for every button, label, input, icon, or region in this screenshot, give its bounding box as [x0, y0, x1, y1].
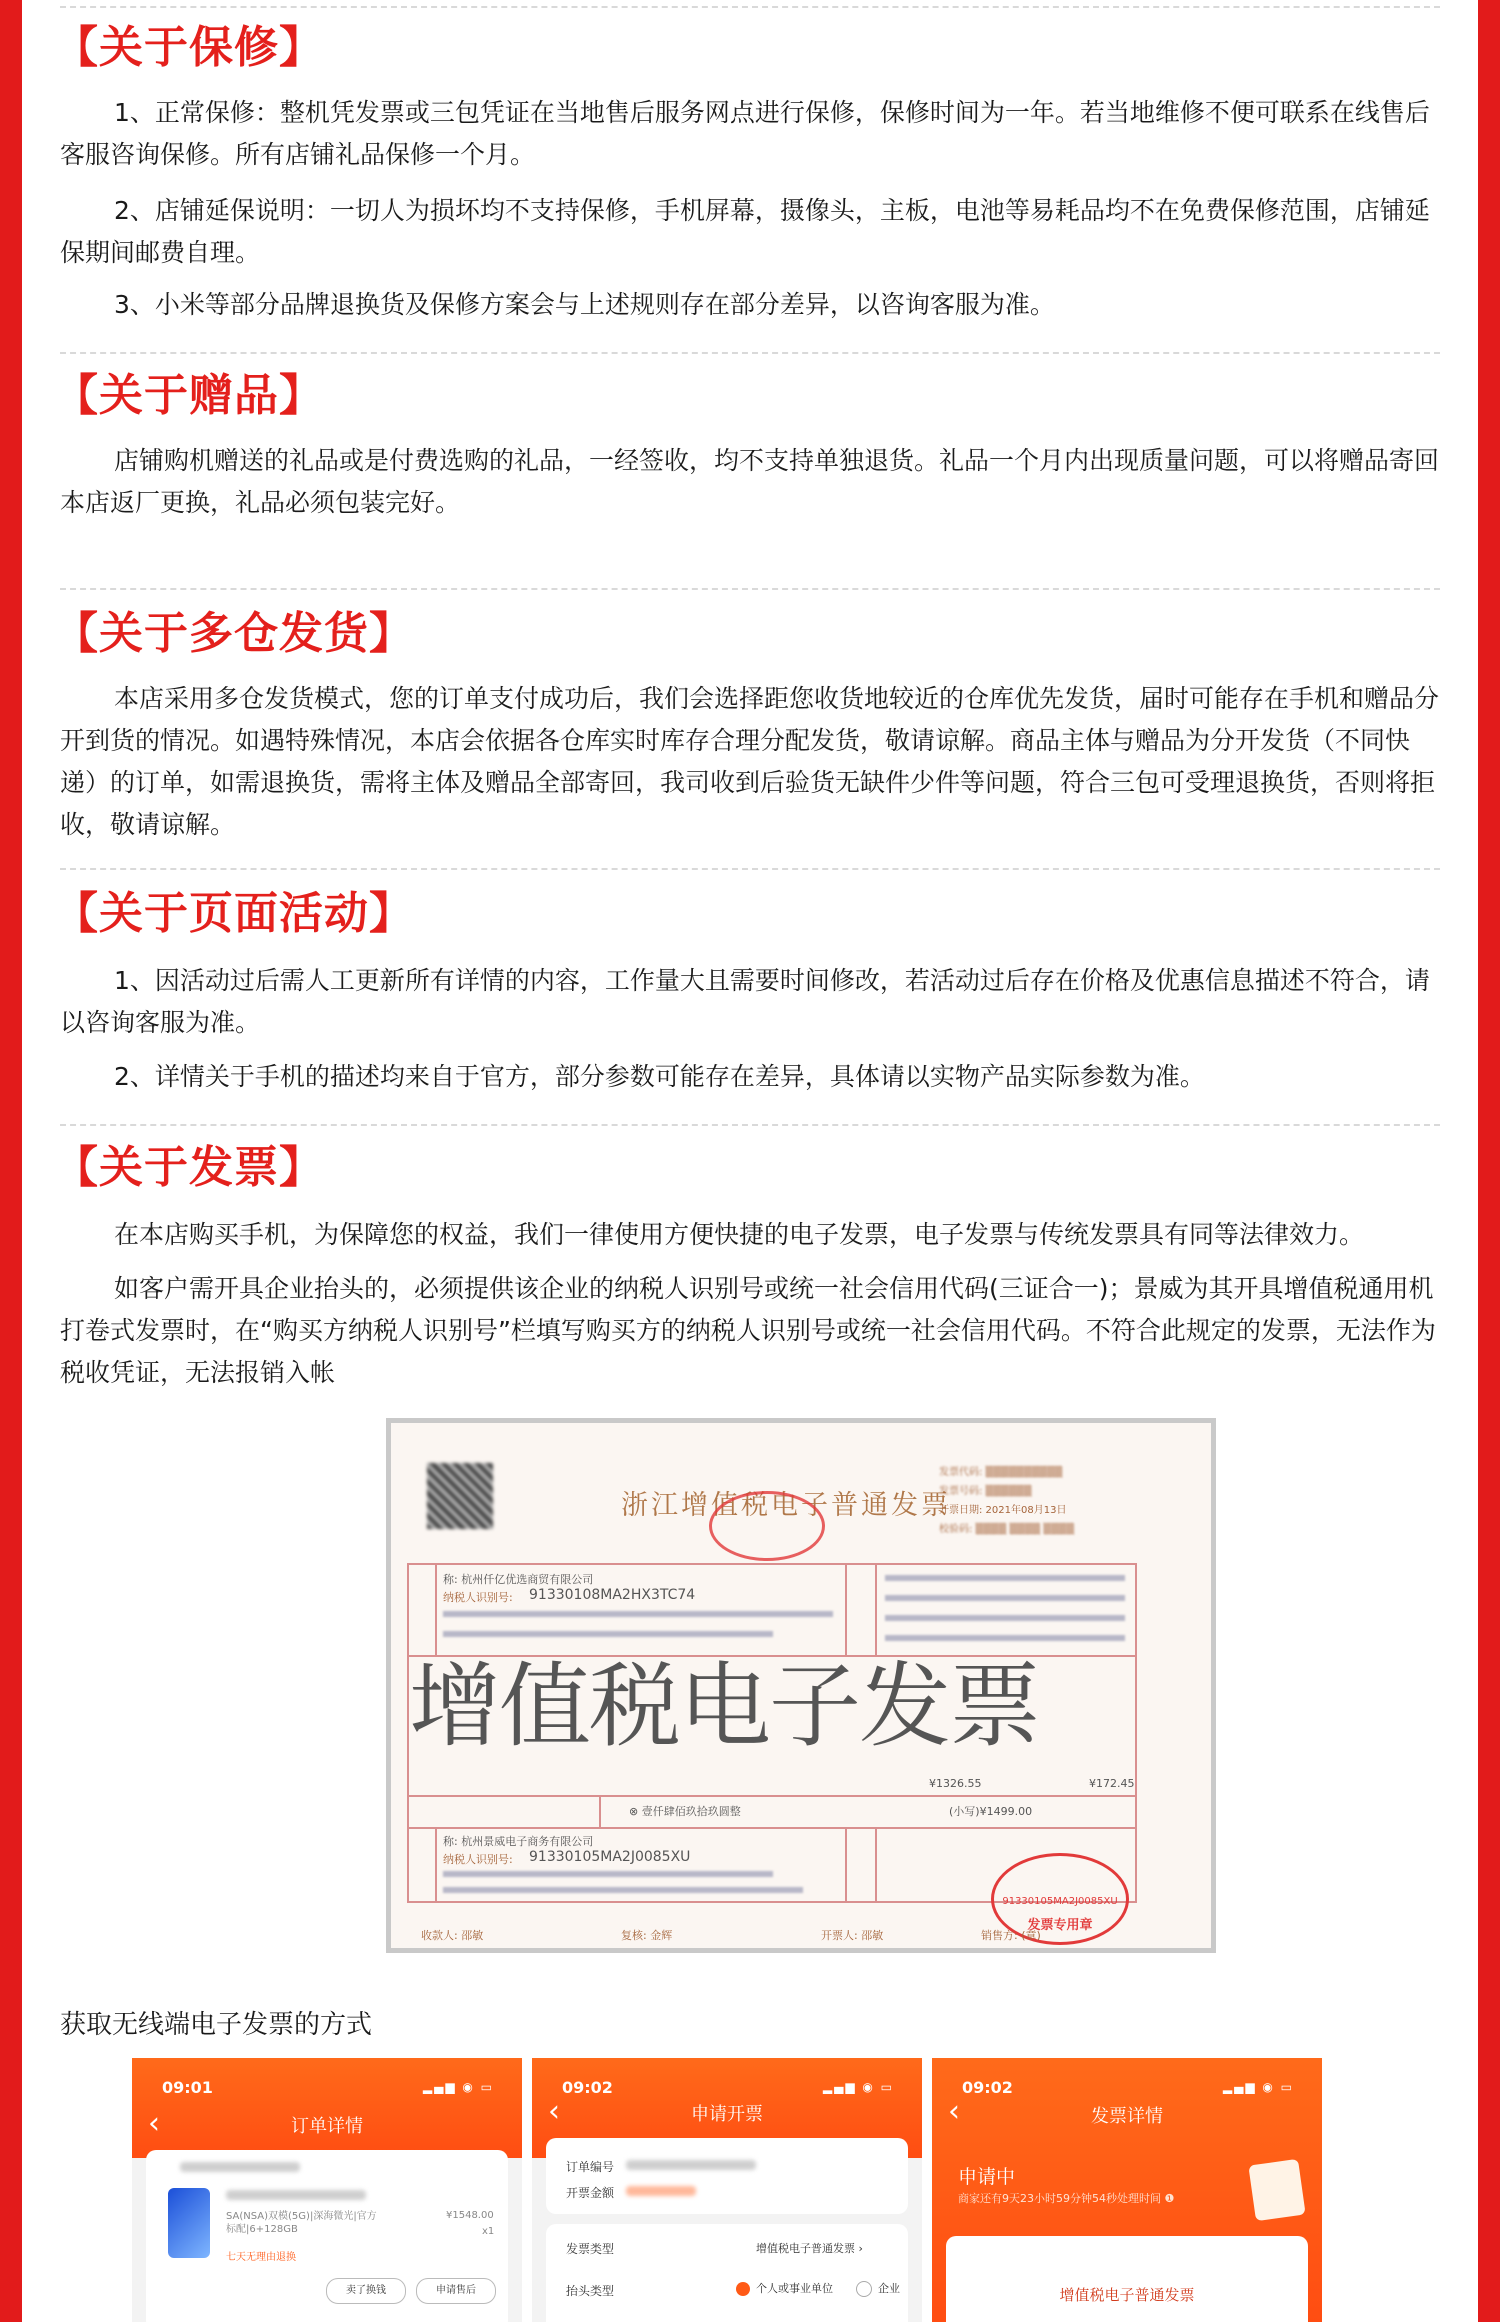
invoice-overlay-text: 增值税电子发票 — [409, 1653, 1040, 1760]
warranty-paragraph-2: 2、店铺延保说明：一切人为损坏均不支持保修，手机屏幕，摄像头，主板，电池等易耗品均不在免费保修范围，店铺延保期间邮费自理。 — [60, 196, 1430, 267]
invoice-form-card — [546, 2224, 908, 2322]
invoice-drawer: 开票人: 邵敏 — [821, 1929, 884, 1942]
sell-button[interactable]: 卖了换钱 — [326, 2278, 406, 2304]
return-policy-tag: 七天无理由退换 — [226, 2252, 296, 2263]
multi-warehouse-title: 【关于多仓发货】 — [54, 608, 414, 659]
back-chevron-icon[interactable]: ‹ — [548, 2094, 560, 2129]
invoice-tax: ¥172.45 — [1089, 1777, 1135, 1790]
invoice-detail-card — [946, 2236, 1308, 2322]
signal-battery-icon: ▂▄▆ ◉ ▭ — [422, 2080, 494, 2094]
buyer-name: 称: 杭州仟亿优选商贸有限公司 — [443, 1573, 594, 1586]
gift-title: 【关于赠品】 — [54, 370, 324, 421]
phone-product-image — [168, 2188, 210, 2258]
tax-bureau-seal-icon — [709, 1491, 825, 1561]
status-time: 09:02 — [562, 2078, 613, 2097]
warranty-paragraph-1: 1、正常保修：整机凭发票或三包凭证在当地售后服务网点进行保修，保修时间为一年。若当地维修不便可联系在线售后客服咨询保修。所有店铺礼品保修一个月。 — [60, 98, 1430, 169]
title-type-label: 抬头类型 — [566, 2284, 615, 2298]
invoice-doc-icon — [1248, 2159, 1305, 2221]
signal-battery-icon: ▂▄▆ ◉ ▭ — [822, 2080, 894, 2094]
gift-paragraph: 店铺购机赠送的礼品或是付费选购的礼品，一经签收，均不支持单独退货。礼品一个月内出现质量问题，可以将赠品寄回本店返厂更换，礼品必须包装完好。 — [60, 446, 1440, 517]
warranty-paragraph-3: 3、小米等部分品牌退换货及保修方案会与上述规则存在部分差异，以咨询客服为准。 — [114, 290, 1055, 319]
mobile-invoice-caption: 获取无线端电子发票的方式 — [60, 2010, 373, 2040]
left-red-border — [0, 0, 22, 2322]
invoice-paragraph-1: 在本店购买手机，为保障您的权益，我们一律使用方便快捷的电子发票，电子发票与传统发票具有同等法律效力。 — [114, 1220, 1365, 1249]
invoice-type-value[interactable]: 增值税电子普通发票 › — [756, 2242, 863, 2255]
invoice-status: 申请中 — [958, 2166, 1016, 2188]
phone-screenshot-apply-invoice — [532, 2058, 922, 2322]
multi-warehouse-paragraph: 本店采用多仓发货模式，您的订单支付成功后，我们会选择距您收货地较近的仓库优先发货，届时可能存在手机和赠品分开到货的情况。如遇特殊情况，本店会依据各仓库实时库存合理分配发货，敬请谅解。商品主体与赠品为分开发货（不同快递）的订单，如需退换货，需将主体及赠品全部寄回，我司收到后验货无缺件少件等问题，符合三包可受理退换货，否则将拒收，敬请谅解。 — [60, 684, 1440, 839]
product-spec: SA(NSA)双模(5G)|深海微光|官方标配|6+128GB — [226, 2211, 377, 2235]
option-company-radio[interactable]: 企业 — [856, 2280, 900, 2297]
invoice-sample-image — [386, 1418, 1216, 1953]
warranty-title: 【关于保修】 — [54, 22, 324, 73]
page-activity-title: 【关于页面活动】 — [54, 888, 414, 939]
seller-name: 称: 杭州景威电子商务有限公司 — [443, 1835, 594, 1848]
page-activity-paragraph-1: 1、因活动过后需人工更新所有详情的内容，工作量大且需要时间修改，若活动过后存在价格及优惠信息描述不符合，请以咨询客服为准。 — [60, 966, 1430, 1037]
buyer-tax-id-label: 纳税人识别号: — [443, 1591, 513, 1604]
invoice-payee: 收款人: 邵敏 — [421, 1929, 484, 1942]
order-card — [146, 2150, 508, 2322]
invoice-seller-label: 销售方: (章) — [981, 1929, 1041, 1942]
page-activity-paragraph-2: 2、详情关于手机的描述均来自于官方，部分参数可能存在差异，具体请以实物产品实际参数为准。 — [114, 1062, 1205, 1091]
invoice-seal-icon: 91330105MA2J0085XU 发票专用章 — [991, 1853, 1129, 1945]
invoice-paragraph-2: 如客户需开具企业抬头的，必须提供该企业的纳税人识别号或统一社会信用代码(三证合一)；景威为其开具增值税通用机打卷式发票时，在“购买方纳税人识别号”栏填写购买方的纳税人识别号或统一社会信用代码。不符合此规定的发票，无法作为税收凭证，无法报销入帐 — [60, 1274, 1436, 1387]
status-note: 商家还有9天23小时59分钟54秒处理时间 ❶ — [958, 2192, 1175, 2205]
section-divider — [60, 868, 1440, 870]
seller-tax-id-label: 纳税人识别号: — [443, 1853, 513, 1866]
buyer-tax-id: 91330108MA2HX3TC74 — [529, 1587, 696, 1603]
invoice-type-label: 发票类型 — [566, 2242, 615, 2256]
qr-code-icon — [427, 1463, 493, 1529]
invoice-total: (小写)¥1499.00 — [949, 1805, 1033, 1818]
after-sales-button[interactable]: 申请售后 — [416, 2278, 496, 2304]
phone-screenshot-order-detail — [132, 2058, 522, 2322]
product-qty: x1 — [482, 2226, 495, 2237]
status-time: 09:02 — [962, 2078, 1013, 2097]
phone-title: 发票详情 — [1091, 2106, 1163, 2127]
right-red-border — [1478, 0, 1500, 2322]
product-price: ¥1548.00 — [446, 2210, 494, 2221]
section-divider — [60, 588, 1440, 590]
invoice-sample-title: 浙江增值税电子普通发票 — [621, 1490, 951, 1521]
phone-title: 订单详情 — [291, 2116, 363, 2137]
option-personal-radio[interactable]: 个人或事业单位 — [736, 2280, 833, 2296]
phone-screenshot-invoice-detail — [932, 2058, 1322, 2322]
signal-battery-icon: ▂▄▆ ◉ ▭ — [1222, 2080, 1294, 2094]
back-chevron-icon[interactable]: ‹ — [148, 2106, 160, 2141]
invoice-title: 【关于发票】 — [54, 1142, 324, 1193]
order-info-card — [546, 2138, 908, 2214]
back-chevron-icon[interactable]: ‹ — [948, 2094, 960, 2129]
section-divider — [60, 1124, 1440, 1126]
invoice-meta: 发票代码: ▒▒▒▒▒▒▒▒▒▒ 发票号码: ▒▒▒▒▒▒ 开票日期: 2021年08月13日 校验码: ▒▒▒▒ ▒▒▒▒ ▒▒▒▒ — [939, 1467, 1075, 1535]
section-divider — [60, 6, 1440, 8]
total-words: ⊗ 壹仟肆佰玖拾玖圆整 — [629, 1805, 741, 1818]
phone-title: 申请开票 — [691, 2104, 763, 2125]
section-divider — [60, 352, 1440, 354]
invoice-card-title: 增值税电子普通发票 — [1059, 2286, 1195, 2304]
order-number-label: 订单编号 — [566, 2160, 615, 2174]
status-time: 09:01 — [162, 2078, 213, 2097]
invoice-reviewer: 复核: 金辉 — [621, 1929, 673, 1942]
seller-tax-id: 91330105MA2J0085XU — [529, 1849, 691, 1865]
invoice-amount: ¥1326.55 — [929, 1777, 982, 1790]
invoice-amount-label: 开票金额 — [566, 2186, 615, 2200]
